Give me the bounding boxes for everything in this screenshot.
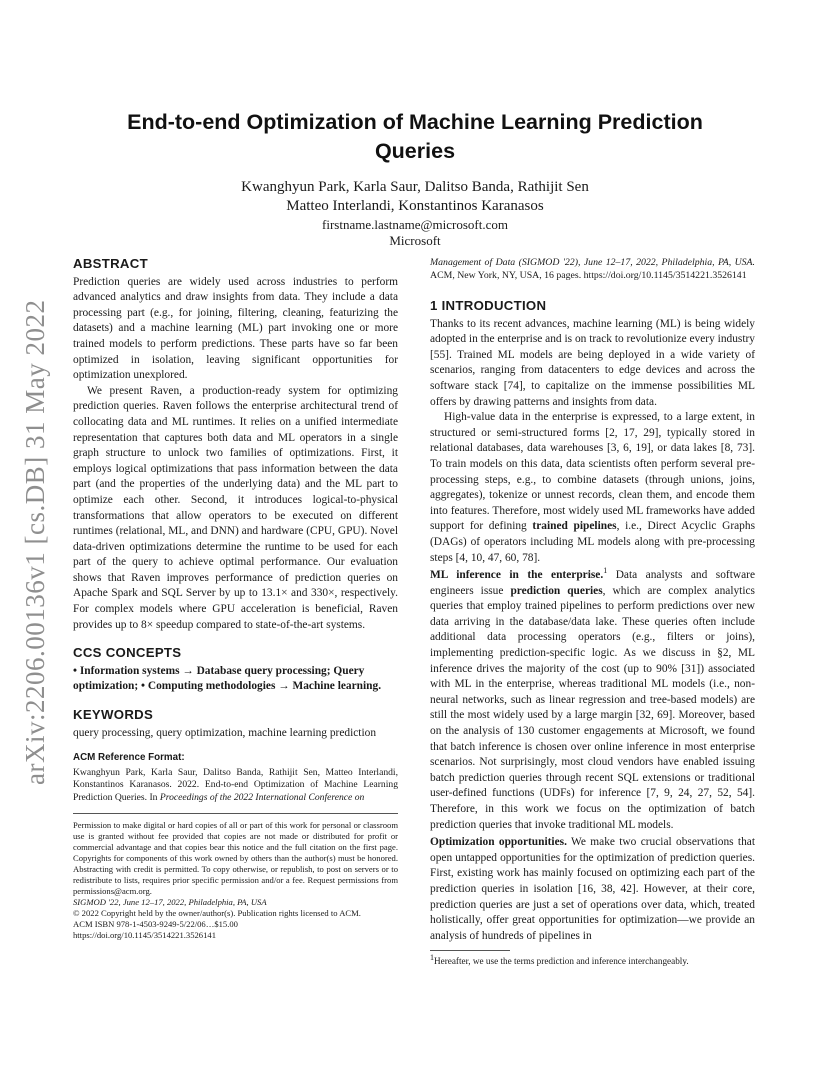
permission-isbn: ACM ISBN 978-1-4503-9249-5/22/06…$15.00 [73, 918, 238, 929]
permission-copyright: © 2022 Copyright held by the owner/author(s). Publication rights licensed to ACM. [73, 907, 361, 918]
acm-ref-body: Kwanghyun Park, Karla Saur, Dalitso Banda, Rathijit Sen, Matteo Interlandi, Konstantinos Karanasos. 2022. End-to-end Optimization of Machine Learning Prediction Queries. In [73, 766, 398, 803]
intro-p3-lead: ML inference in the enterprise. [430, 569, 604, 582]
intro-p4-lead: Optimization opportunities. [430, 836, 567, 849]
acm-ref-venue-cont: Management of Data (SIGMOD '22), June 12–17, 2022, Philadelphia, PA, USA. [430, 257, 755, 268]
permission-divider [73, 813, 398, 814]
intro-paragraph-4 [430, 835, 755, 944]
permission-conf: SIGMOD '22, June 12–17, 2022, Philadelphia, PA, USA [73, 896, 267, 907]
intro-heading: 1 INTRODUCTION [430, 298, 547, 313]
intro-p2-text-a: High-value data in the enterprise is expressed, to a large extent, in structured or semi-structured forms [2, 17, 29], typically stored in relational databases, data warehouses [3, 6, 19], or data lakes [8, 73]. To train models on this data, data scientists often perform several pre-processing steps, e.g., to combine datasets (through unions, joins, aggregates), tokenize or unnest records, clean them, and encode them into features. Therefore, most widely used ML frameworks have added support for defining [430, 411, 755, 533]
acm-ref-venue: Proceedings of the 2022 International Conference on [159, 792, 365, 803]
intro-p3-text-a: Data analysts and software engineers issue [430, 569, 755, 597]
author-line-1: Kwanghyun Park, Karla Saur, Dalitso Banda, Rathijit Sen [241, 179, 589, 195]
intro-paragraph-3 [430, 568, 755, 833]
permission-text: Permission to make digital or hard copies of all or part of this work for personal or classroom use is granted without fee provided that copies are not made or distributed for profit or commercial advantage and that copies bear this notice and the full citation on the first page. Copyrights for components of this work owned by others than the author(s) must be honored. Abstracting with credit is permitted. To copy otherwise, or republish, to post on servers or to redistribute to lists, requires prior specific permission and/or a fee. Request permissions from permissions@acm.org. [73, 819, 398, 896]
acm-ref-heading: ACM Reference Format: [73, 752, 185, 764]
intro-paragraph-2 [430, 410, 755, 566]
abstract-heading: ABSTRACT [73, 256, 148, 271]
arxiv-stamp: arXiv:2206.00136v1 [cs.DB] 31 May 2022 [20, 299, 50, 785]
author-block [90, 178, 740, 249]
footnote [430, 955, 755, 967]
abstract-paragraph-2: We present Raven, a production-ready system for optimizing prediction queries. Raven follows the enterprise architectural trend of collocating data and ML runtimes. It relies on a unified intermediate representation that captures both data and ML operators in a single graph structure to unlock two families of optimizations. First, it employs logical optimizations that pass information between the data part (and the properties of the underlying data) and the ML part to optimize each other. Second, it introduces logical-to-physical transformations that allow operators to be executed on different runtimes (relational, ML, and DNN) and hardware (CPU, GPU). Novel data-driven optimizations determine the runtime to be used for each part of the query to achieve optimal performance. Our evaluation shows that Raven improves performance of prediction queries on Apache Spark and SQL Server by up to 13.1× and 330×, respectively. For complex models where GPU acceleration is beneficial, Raven provides up to 8× speedup compared to state-of-the-art systems. [73, 384, 398, 631]
footnote-mark: 1 [430, 953, 434, 963]
author-email: firstname.lastname@microsoft.com [322, 217, 508, 232]
acm-ref-text [73, 767, 398, 805]
acm-ref-continued [430, 256, 755, 282]
abstract-paragraph-1: Prediction queries are widely used across industries to perform advanced analytics and draw insights from data. They include a data processing part (e.g., for joining, filtering, cleaning, featurizing the datasets) and a machine learning (ML) part invoking one or more trained models to perform predictions. These parts have so far been optimized in isolation, leaving significant opportunities for optimization unexplored. [73, 275, 398, 382]
ccs-heading: CCS CONCEPTS [73, 645, 182, 661]
author-line-2: Matteo Interlandi, Konstantinos Karanasos [286, 198, 544, 214]
ccs-text: • Information systems → Database query processing; Query optimization; • Computing methodologies → Machine learning. [73, 664, 382, 693]
footnote-ref: 1 [603, 566, 608, 576]
footnote-divider [430, 950, 510, 951]
footnote-text: Hereafter, we use the terms prediction and inference interchangeably. [434, 956, 689, 967]
keywords-text: query processing, query optimization, machine learning prediction [73, 726, 377, 739]
intro-p4-text: We make two crucial observations that open untapped opportunities for the optimization of prediction queries. First, existing work has mainly focused on optimizing each part of the prediction queries in isolation [16, 38, 42]. However, at their core, prediction queries are just a set of operations over data, which, treated holistically, offer great opportunities for optimization—we provide an analysis of hundreds of pipelines in [430, 836, 755, 942]
author-affiliation: Microsoft [389, 233, 441, 248]
acm-ref-tail: ACM, New York, NY, USA, 16 pages. https://doi.org/10.1145/3514221.3526141 [430, 270, 747, 281]
keywords-heading: KEYWORDS [73, 707, 154, 723]
intro-p2-text-c: , i.e., Direct Acyclic Graphs (DAGs) of operators including ML models along with pre-processing steps [4, 10, 47, 60, 78]. [430, 520, 756, 564]
intro-paragraph-1: Thanks to its recent advances, machine learning (ML) is being widely adopted in the enterprise and is on track to revolutionize every industry [55]. Trained ML models are being deployed in a wide variety of scenarios, ranging from datacenters to edge devices and across the software stack [74], to capitalize on the immense possibilities ML offers by drawing patterns and insights from data. [430, 317, 755, 408]
permission-doi: https://doi.org/10.1145/3514221.3526141 [73, 929, 216, 940]
intro-p3-bold: prediction queries [510, 584, 603, 597]
paper-title: End-to-end Optimization of Machine Learning Prediction Queries [127, 110, 703, 163]
intro-p2-bold: trained pipelines [532, 520, 617, 533]
intro-p3-text-c: , which are complex analytics queries that employ trained pipelines to perform predictions over new data arriving in the database/data lake. These queries often include additional data processing operators (e.g., filters or joins), implementing prediction-specific logic. As we discuss in §2, ML inference drives the majority of the cost (up to 90% [31]) associated with ML in the enterprise, whereas traditional ML models (i.e., non-neural networks, such as linear regression and tree-based models) are still the most widely used by a large margin [32, 69]. Moreover, based on the analysis of 130 customer engagements at Microsoft, we found that batch inference is chosen over online inference in most enterprise scenarios. Not surprisingly, most cloud vendors have enabled issuing batch prediction queries through recent SQL extensions or traditional user-defined functions (UDFs) for inference [7, 9, 24, 27, 52, 54]. Therefore, in this work we focus on the optimization of batch prediction queries that invoke traditional ML models. [430, 584, 755, 831]
right-column [430, 256, 755, 967]
left-column [73, 256, 398, 941]
